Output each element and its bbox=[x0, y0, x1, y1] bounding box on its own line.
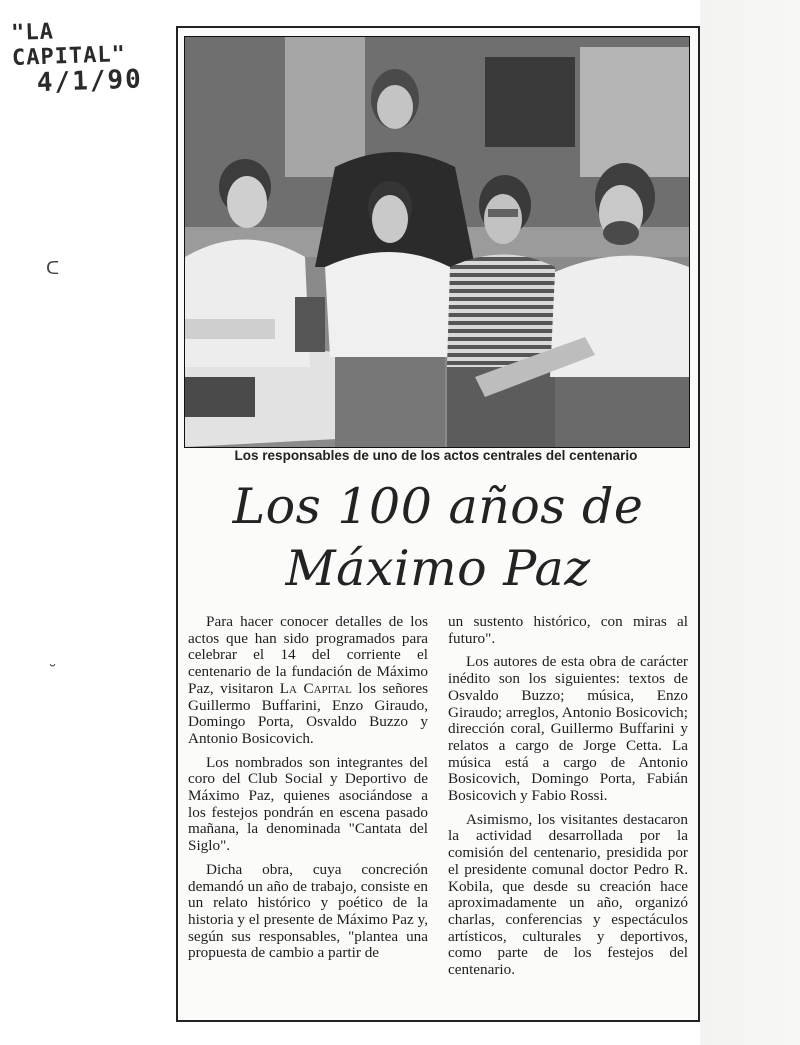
newspaper-clipping bbox=[176, 26, 700, 1022]
margin-mark-icon: ᑕ bbox=[46, 258, 60, 279]
article-left-column bbox=[188, 614, 428, 969]
article-paragraph: Los autores de esta obra de carácter inédito son los siguientes: textos de Osvaldo Buzzo; música, Enzo Giraudo; arreglos, Antonio Bosicovich; dirección coral, Guillermo Buffarini y relatos a cargo de Jorge Cetta. La música está a cargo de Antonio Bosicovich, Domingo Porta, Fabián Bosicovich y Fabio Rossi. bbox=[448, 653, 688, 805]
article-paragraph-text: Para hacer conocer detalles de los actos que han sido programados para celebrar el 14 del corriente el centenario de la fundación de Máximo Paz, visitaron bbox=[188, 613, 428, 697]
group-photo-image bbox=[185, 37, 689, 447]
page-edge-shadow bbox=[700, 0, 800, 1045]
article-paragraph bbox=[188, 614, 428, 748]
photo-caption: Los responsables de uno de los actos centrales del centenario bbox=[234, 448, 638, 463]
handwritten-source: "LA CAPITAL" bbox=[10, 19, 127, 71]
headline-line-1: Los 100 años de bbox=[232, 478, 644, 535]
article-right-column bbox=[448, 614, 688, 986]
article-paragraph: Asimismo, los visitantes destacaron la actividad desarrollada por la comisión del centenario, presidida por el presidente comunal doctor Pedro R. Kobila, que desde su creación hace aproximadamente un año, organizó charlas, conferencias y espectáculos artísticos, culturales y deportivos, como parte de los festejos del centenario. bbox=[448, 810, 688, 979]
handwritten-note bbox=[11, 15, 184, 99]
group-photo bbox=[184, 36, 690, 448]
article-paragraph-text: los señores Guillermo Buffarini, Enzo Giraudo, Domingo Porta, Osvaldo Buzzo y Antonio Bosicovich. bbox=[188, 679, 428, 747]
handwritten-date: 4/1/90 bbox=[36, 64, 144, 99]
article-paragraph: Dicha obra, cuya concreción demandó un año de trabajo, consiste en un relato histórico y poético de la historia y el presente de Máximo Paz y, según sus responsables, "plantea una propuesta de cambio a partir de bbox=[188, 860, 428, 962]
margin-mark-icon: ˘ bbox=[48, 662, 57, 683]
article-paragraph: Los nombrados son integrantes del coro del Club Social y Deportivo de Máximo Paz, quienes asociándose a los festejos pondrán en escena pasado mañana, la denominada "Cantata del Siglo". bbox=[188, 753, 428, 855]
article-headline bbox=[178, 476, 698, 600]
article-paragraph: un sustento histórico, con miras al futuro". bbox=[448, 613, 688, 647]
newspaper-brand: La Capital bbox=[279, 679, 352, 697]
headline-line-2: Máximo Paz bbox=[285, 540, 591, 597]
